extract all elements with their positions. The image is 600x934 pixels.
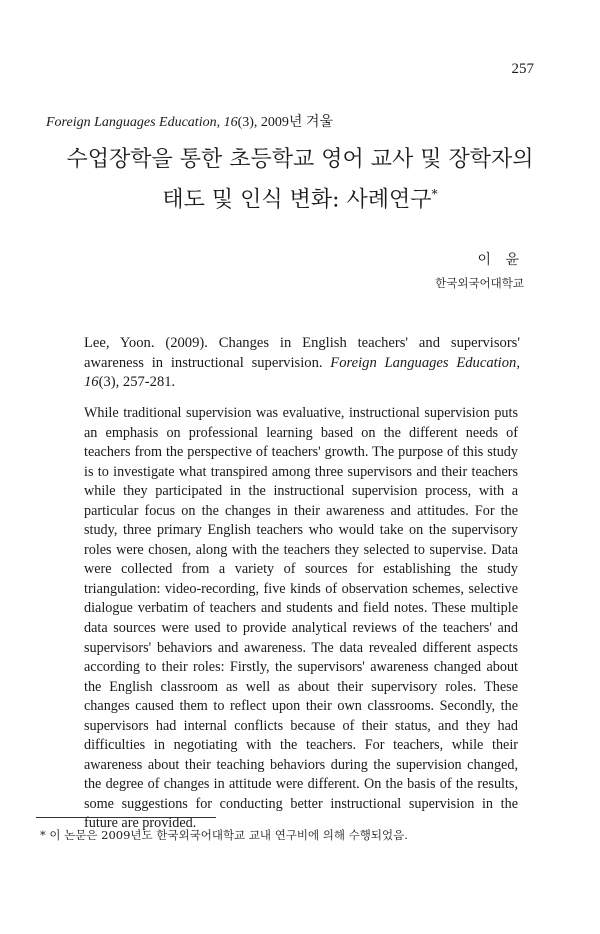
- paper-title: [0, 142, 600, 217]
- journal-issue: (3), 2009년 겨울: [237, 115, 333, 130]
- abstract: While traditional supervision was evaluative, instructional supervision puts an emphasis on professional learning based on the different needs of teachers from the perspective of teachers' growth. The purpose of this study is to investigate what transpired among three supervisors and their teachers while they participated in the instructional supervision process, with a particular focus on the changes in their awareness and attitudes. For the study, three primary English teachers who would take on the supervisory roles were chosen, along with the teachers they selected to supervise. Data were collected from a variety of sources for establishing the study triangulation: video-recording, five kinds of observation schemes, selective dialogue verbatim of teachers and students and field notes. These multiple data sources were used to provide analytical reviews of the teachers' and supervisors' behaviors and awareness. The data revealed different aspects according to their roles: Firstly, the supervisors' awareness changed about the English classroom as well as about their supervisory roles. These changes caused them to reflect upon their own classrooms. Secondly, the supervisors had internal conflicts because of their status, and they had difficulties in negotiating with the teachers. For teachers, while their awareness about their teaching behaviors during the supervision changed, the degree of changes in attitude were different. On the basis of the results, some suggestions for conducting better instructional supervision in the future are provided.: [84, 405, 518, 832]
- footnote-divider: [36, 817, 216, 818]
- reference-citation: [84, 334, 520, 393]
- author-affiliation: 한국외국어대학교: [435, 276, 524, 290]
- journal-citation-header: [46, 111, 333, 131]
- page-number: 257: [511, 61, 534, 77]
- journal-name: Foreign Languages Education, 16: [46, 115, 238, 130]
- citation-suffix: (3), 257-281.: [98, 374, 176, 390]
- author-name: 이 윤: [477, 252, 524, 268]
- footnote: * 이 논문은 2009년도 한국외국어대학교 교내 연구비에 의해 수행되었음.: [40, 828, 408, 842]
- title-line-2: [0, 177, 600, 217]
- title-footnote-marker: *: [431, 187, 438, 201]
- title-line-2-text: 태도 및 인식 변화: 사례연구: [162, 187, 432, 213]
- citation-prefix: Lee, Yoon. (2009). Changes in English teachers' and supervisors' awareness in instructional supervision.: [84, 335, 520, 371]
- citation-journal: Foreign Languages Education, 16: [84, 354, 520, 390]
- title-line-1: 수업장학을 통한 초등학교 영어 교사 및 장학자의: [66, 147, 534, 172]
